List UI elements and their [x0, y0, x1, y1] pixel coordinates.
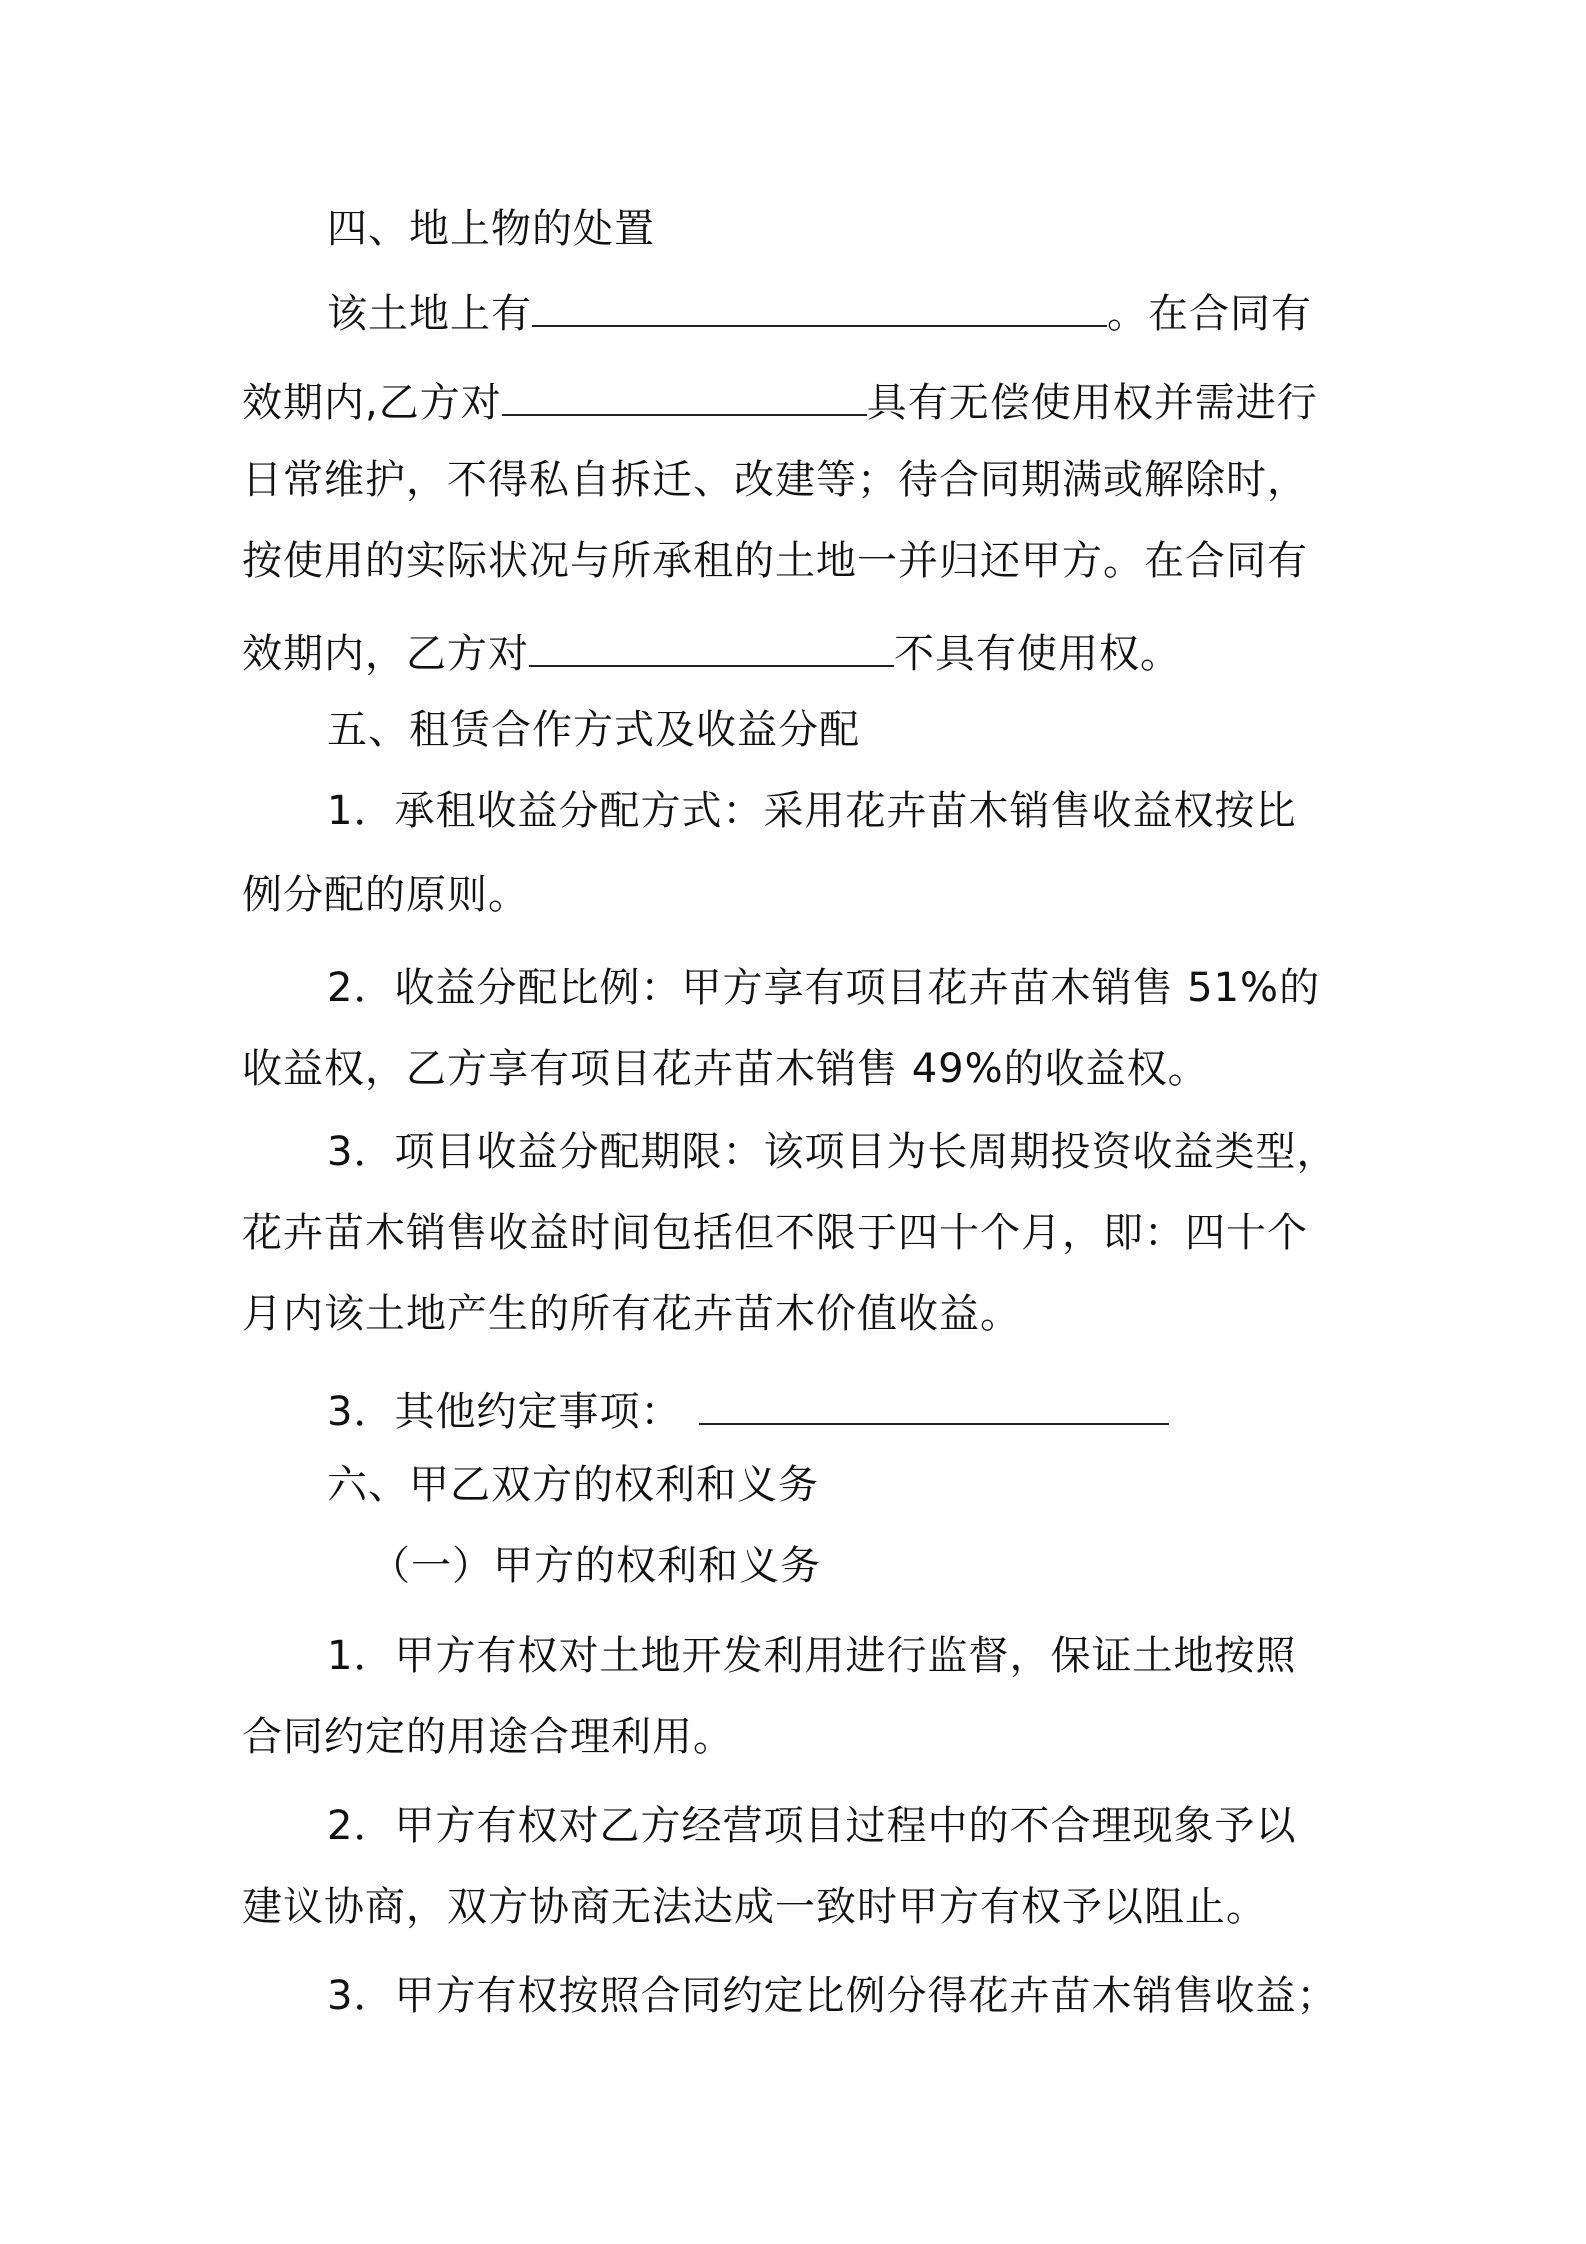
section-5-item-2-line-2: 收益权，乙方享有项目花卉苗木销售 49%的收益权。: [242, 1046, 1209, 1092]
section-5-item-1-line-1: 1．承租收益分配方式：采用花卉苗木销售收益权按比: [327, 788, 1297, 834]
text-segment: 该土地上有: [327, 291, 532, 337]
fill-in-blank[interactable]: [699, 1383, 1169, 1425]
section-5-item-4: [327, 1383, 1169, 1438]
text-segment: 效期内，乙方对: [242, 631, 529, 677]
section-4-paragraph-line-2: [242, 374, 1318, 429]
text-segment: 。在合同有: [1107, 291, 1312, 337]
text-segment: 3．其他约定事项：: [327, 1389, 682, 1435]
fill-in-blank[interactable]: [502, 374, 867, 416]
fill-in-blank[interactable]: [529, 625, 894, 667]
text-segment: 不具有使用权。: [894, 631, 1181, 677]
section-6-item-2-line-2: 建议协商，双方协商无法达成一致时甲方有权予以阻止。: [242, 1884, 1267, 1930]
section-4-paragraph-line-4: 按使用的实际状况与所承租的土地一并归还甲方。在合同有: [242, 538, 1308, 584]
section-6-item-2-line-1: 2．甲方有权对乙方经营项目过程中的不合理现象予以: [327, 1803, 1297, 1849]
section-6-item-1-line-1: 1．甲方有权对土地开发利用进行监督，保证土地按照: [327, 1633, 1297, 1679]
section-5-item-1-line-2: 例分配的原则。: [242, 872, 529, 918]
section-6-item-1-line-2: 合同约定的用途合理利用。: [242, 1714, 734, 1760]
section-4-paragraph-line-1: [327, 285, 1312, 340]
section-6-subheading-1: （一）甲方的权利和义务: [370, 1543, 821, 1589]
section-4-paragraph-line-3: 日常维护，不得私自拆迁、改建等；待合同期满或解除时，: [242, 457, 1308, 503]
section-5-heading: 五、租赁合作方式及收益分配: [327, 707, 860, 753]
section-4-heading: 四、地上物的处置: [327, 206, 655, 252]
section-4-paragraph-line-5: [242, 625, 1181, 680]
section-6-item-3-line-1: 3．甲方有权按照合同约定比例分得花卉苗木销售收益；: [327, 1973, 1338, 2019]
section-5-item-3-line-3: 月内该土地产生的所有花卉苗木价值收益。: [242, 1291, 1021, 1337]
section-5-item-2-line-1: 2．收益分配比例：甲方享有项目花卉苗木销售 51%的: [327, 965, 1321, 1011]
text-segment: 效期内,乙方对: [242, 380, 502, 426]
section-5-item-3-line-1: 3．项目收益分配期限：该项目为长周期投资收益类型，: [327, 1129, 1338, 1175]
fill-in-blank[interactable]: [532, 285, 1107, 327]
section-5-item-3-line-2: 花卉苗木销售收益时间包括但不限于四十个月，即：四十个: [242, 1210, 1308, 1256]
text-segment: 具有无偿使用权并需进行: [866, 380, 1318, 426]
section-6-heading: 六、甲乙双方的权利和义务: [327, 1462, 819, 1508]
